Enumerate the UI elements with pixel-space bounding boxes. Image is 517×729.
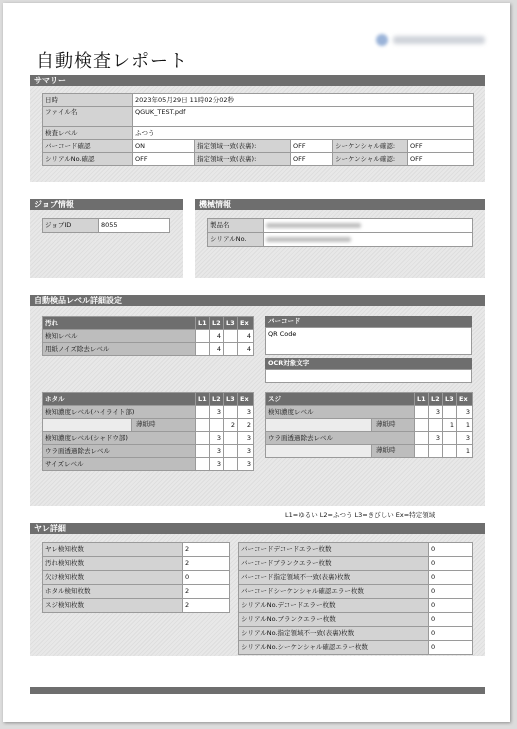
job-id-value: 8055 bbox=[99, 219, 170, 233]
cell-ex: 3 bbox=[238, 445, 254, 458]
suji-row-label: ウラ面透過除去レベル bbox=[266, 432, 415, 445]
col-l2: L2 bbox=[429, 393, 443, 406]
cell-ex: 4 bbox=[238, 330, 254, 343]
col-l3: L3 bbox=[224, 393, 238, 406]
job-table bbox=[42, 218, 170, 233]
col-ex: Ex bbox=[238, 317, 254, 330]
logo-mark-icon bbox=[376, 34, 388, 46]
cell-ex: 3 bbox=[238, 406, 254, 419]
col-ex: Ex bbox=[238, 393, 254, 406]
suji-table bbox=[265, 392, 473, 458]
hotaru-row-label: ウラ面透過除去レベル bbox=[43, 445, 196, 458]
cell-l1 bbox=[196, 458, 210, 471]
yare-left-value: 2 bbox=[183, 543, 230, 557]
barcode-value: QR Code bbox=[265, 327, 472, 355]
cell-ex: 3 bbox=[457, 432, 473, 445]
cell-l2: 3 bbox=[210, 445, 224, 458]
stain-row-label: 用紙ノイズ除去レベル bbox=[43, 343, 196, 356]
cell-ex: 1 bbox=[457, 445, 473, 458]
cell-l1 bbox=[415, 432, 429, 445]
area-match-value: OFF bbox=[291, 140, 333, 153]
hotaru-table bbox=[42, 392, 254, 471]
level-legend: L1=ゆるい L2=ふつう L3=きびしい Ex=特定領域 bbox=[285, 511, 436, 519]
serial-check-value: OFF bbox=[133, 153, 195, 166]
logo-text bbox=[393, 36, 485, 44]
cell-l1 bbox=[196, 406, 210, 419]
cell-l3 bbox=[224, 406, 238, 419]
yare-right-label: シリアルNo.シーケンシャル確認エラー枚数 bbox=[239, 641, 429, 655]
yare-right-value: 0 bbox=[429, 571, 473, 585]
yare-left-table bbox=[42, 542, 230, 613]
cell-ex: 2 bbox=[238, 419, 254, 432]
area-match-value: OFF bbox=[291, 153, 333, 166]
cell-l2: 3 bbox=[210, 432, 224, 445]
col-l3: L3 bbox=[224, 317, 238, 330]
serial-label: シリアルNo. bbox=[208, 233, 264, 247]
report-title: 自動検査レポート bbox=[36, 51, 188, 72]
cell-l3 bbox=[224, 432, 238, 445]
cell-ex: 3 bbox=[238, 458, 254, 471]
seq-value: OFF bbox=[408, 153, 474, 166]
cell-l2: 4 bbox=[210, 343, 224, 356]
cell-l3 bbox=[224, 343, 238, 356]
cell-l2: 3 bbox=[429, 406, 443, 419]
file-label: ファイル名 bbox=[43, 107, 133, 127]
cell-l1 bbox=[196, 330, 210, 343]
seq-label: シーケンシャル確認: bbox=[333, 153, 408, 166]
machine-heading: 機械情報 bbox=[195, 199, 485, 210]
cell-l3: 1 bbox=[443, 419, 457, 432]
hotaru-heading: ホタル bbox=[43, 393, 196, 406]
cell-l3 bbox=[224, 330, 238, 343]
ocr-value bbox=[265, 369, 472, 383]
level-label: 検査レベル bbox=[43, 127, 133, 140]
stain-row-label: 検知レベル bbox=[43, 330, 196, 343]
yare-right-label: バーコード指定領域不一致(表裏)枚数 bbox=[239, 571, 429, 585]
serial-value-redacted bbox=[264, 233, 473, 247]
product-label: 製品名 bbox=[208, 219, 264, 233]
datetime-value: 2023年05月29日 11時02分02秒 bbox=[133, 94, 474, 107]
col-l2: L2 bbox=[210, 393, 224, 406]
cell-l2 bbox=[429, 419, 443, 432]
col-l3: L3 bbox=[443, 393, 457, 406]
cell-l2: 3 bbox=[429, 432, 443, 445]
cell-l1 bbox=[415, 445, 429, 458]
job-heading: ジョブ情報 bbox=[30, 199, 183, 210]
cell-ex: 3 bbox=[238, 432, 254, 445]
cell-l1 bbox=[196, 445, 210, 458]
cell-l1 bbox=[415, 419, 429, 432]
job-id-label: ジョブID bbox=[43, 219, 99, 233]
cell-l1 bbox=[196, 419, 210, 432]
cell-l3 bbox=[224, 445, 238, 458]
cell-l3 bbox=[443, 406, 457, 419]
stain-table bbox=[42, 316, 254, 356]
col-l1: L1 bbox=[196, 317, 210, 330]
yare-left-label: 欠け検知枚数 bbox=[43, 571, 183, 585]
yare-right-label: バーコードシーケンシャル確認エラー枚数 bbox=[239, 585, 429, 599]
yare-heading: ヤレ詳細 bbox=[30, 523, 485, 534]
yare-right-value: 0 bbox=[429, 557, 473, 571]
barcode-heading: バーコード bbox=[265, 316, 472, 327]
cell-l2: 3 bbox=[210, 406, 224, 419]
company-logo bbox=[376, 33, 486, 47]
seq-label: シーケンシャル確認: bbox=[333, 140, 408, 153]
indent-spacer bbox=[43, 419, 131, 431]
footer-bar bbox=[30, 687, 485, 694]
suji-row-label: 薄紙時 bbox=[371, 419, 414, 431]
yare-left-value: 2 bbox=[183, 585, 230, 599]
suji-heading: スジ bbox=[266, 393, 415, 406]
yare-left-label: スジ検知枚数 bbox=[43, 599, 183, 613]
seq-value: OFF bbox=[408, 140, 474, 153]
yare-right-label: バーコードブランクエラー枚数 bbox=[239, 557, 429, 571]
yare-right-label: バーコードデコードエラー枚数 bbox=[239, 543, 429, 557]
yare-right-value: 0 bbox=[429, 543, 473, 557]
file-value: QGUK_TEST.pdf bbox=[133, 107, 474, 127]
cell-ex: 4 bbox=[238, 343, 254, 356]
suji-row-label: 薄紙時 bbox=[371, 445, 414, 457]
area-match-label: 指定領域一致(表裏): bbox=[195, 153, 291, 166]
col-l2: L2 bbox=[210, 317, 224, 330]
cell-l2 bbox=[210, 419, 224, 432]
cell-l2: 3 bbox=[210, 458, 224, 471]
cell-l1 bbox=[196, 343, 210, 356]
cell-l3 bbox=[443, 445, 457, 458]
cell-ex: 3 bbox=[457, 406, 473, 419]
hotaru-row-label: 検知濃度レベル(ハイライト部) bbox=[43, 406, 196, 419]
hotaru-row-label: 薄紙時 bbox=[131, 419, 195, 431]
cell-l3 bbox=[443, 432, 457, 445]
cell-l3 bbox=[224, 458, 238, 471]
yare-right-value: 0 bbox=[429, 627, 473, 641]
yare-right-table bbox=[238, 542, 473, 655]
yare-right-label: シリアルNo.ブランクエラー枚数 bbox=[239, 613, 429, 627]
yare-left-value: 0 bbox=[183, 571, 230, 585]
datetime-label: 日時 bbox=[43, 94, 133, 107]
yare-left-label: 汚れ検知枚数 bbox=[43, 557, 183, 571]
area-match-label: 指定領域一致(表裏): bbox=[195, 140, 291, 153]
yare-left-label: ヤレ検知枚数 bbox=[43, 543, 183, 557]
indent-spacer bbox=[266, 445, 371, 457]
cell-l1 bbox=[415, 406, 429, 419]
yare-right-value: 0 bbox=[429, 585, 473, 599]
cell-l2: 4 bbox=[210, 330, 224, 343]
cell-l1 bbox=[196, 432, 210, 445]
serial-check-label: シリアルNo.確認 bbox=[43, 153, 133, 166]
yare-right-label: シリアルNo.デコードエラー枚数 bbox=[239, 599, 429, 613]
cell-l2 bbox=[429, 445, 443, 458]
report-page bbox=[3, 3, 510, 722]
product-value-redacted bbox=[264, 219, 473, 233]
cell-l3: 2 bbox=[224, 419, 238, 432]
cell-ex: 1 bbox=[457, 419, 473, 432]
detail-heading: 自動検品レベル詳細設定 bbox=[30, 295, 485, 306]
hotaru-row-label: 検知濃度レベル(シャドウ部) bbox=[43, 432, 196, 445]
hotaru-row-label: サイズレベル bbox=[43, 458, 196, 471]
yare-right-value: 0 bbox=[429, 599, 473, 613]
indent-spacer bbox=[266, 419, 371, 431]
yare-right-value: 0 bbox=[429, 641, 473, 655]
yare-right-label: シリアルNo.指定領域不一致(表裏)枚数 bbox=[239, 627, 429, 641]
stain-heading: 汚れ bbox=[43, 317, 196, 330]
yare-left-label: ホタル検知枚数 bbox=[43, 585, 183, 599]
suji-row-label: 検知濃度レベル bbox=[266, 406, 415, 419]
summary-heading: サマリー bbox=[30, 75, 485, 86]
machine-table bbox=[207, 218, 473, 247]
col-ex: Ex bbox=[457, 393, 473, 406]
summary-table bbox=[42, 93, 474, 166]
yare-left-value: 2 bbox=[183, 599, 230, 613]
col-l1: L1 bbox=[415, 393, 429, 406]
col-l1: L1 bbox=[196, 393, 210, 406]
barcode-check-label: バーコード確認 bbox=[43, 140, 133, 153]
level-value: ふつう bbox=[133, 127, 474, 140]
yare-right-value: 0 bbox=[429, 613, 473, 627]
ocr-heading: OCR対象文字 bbox=[265, 358, 472, 369]
yare-left-value: 2 bbox=[183, 557, 230, 571]
barcode-check-value: ON bbox=[133, 140, 195, 153]
